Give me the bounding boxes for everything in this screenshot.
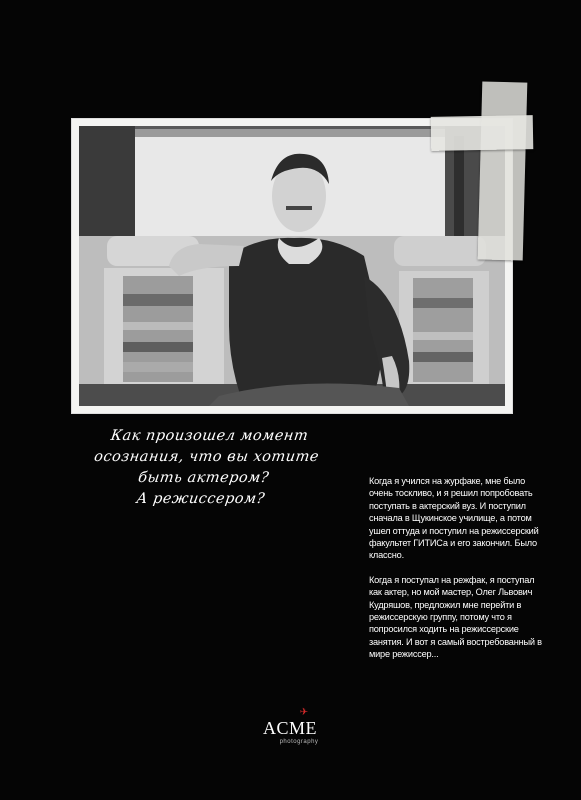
answer-paragraph-1: Когда я учился на журфаке, мне было очень тоскливо, и я решил попробовать поступать в актерский вуз. И поступил сначала в Щукинское училище, а потом ушел оттуда и поступил на режиссерский факультет ГИТИСа и его закончил. Было классно. bbox=[369, 476, 539, 561]
acme-logo bbox=[250, 708, 330, 746]
portrait-photo bbox=[79, 126, 505, 406]
tape-strip-vertical bbox=[478, 81, 528, 260]
tape-strip-horizontal bbox=[431, 115, 534, 151]
question-line-2: осознания, что вы хотите bbox=[93, 449, 321, 465]
question-line-1: Как произошел момент bbox=[109, 428, 310, 444]
logo-brand: ACME bbox=[262, 718, 317, 738]
handwritten-question bbox=[64, 426, 346, 510]
question-line-3: быть актером? bbox=[137, 470, 271, 486]
logo-subtitle: photography bbox=[279, 739, 319, 745]
answer-paragraph-2: Когда я поступал на режфак, я поступал как актер, но мой мастер, Олег Львович Кудряшов, предложил мне перейти в режиссерскую группу, потому что я попросился ходить на режиссерские занятия. И вот я самый востребованный в мире режиссер... bbox=[369, 574, 542, 660]
plane-icon: ✈ bbox=[299, 707, 309, 718]
photo-frame bbox=[72, 119, 512, 413]
answer-text bbox=[369, 475, 549, 673]
question-line-4: А режиссером? bbox=[135, 491, 266, 507]
